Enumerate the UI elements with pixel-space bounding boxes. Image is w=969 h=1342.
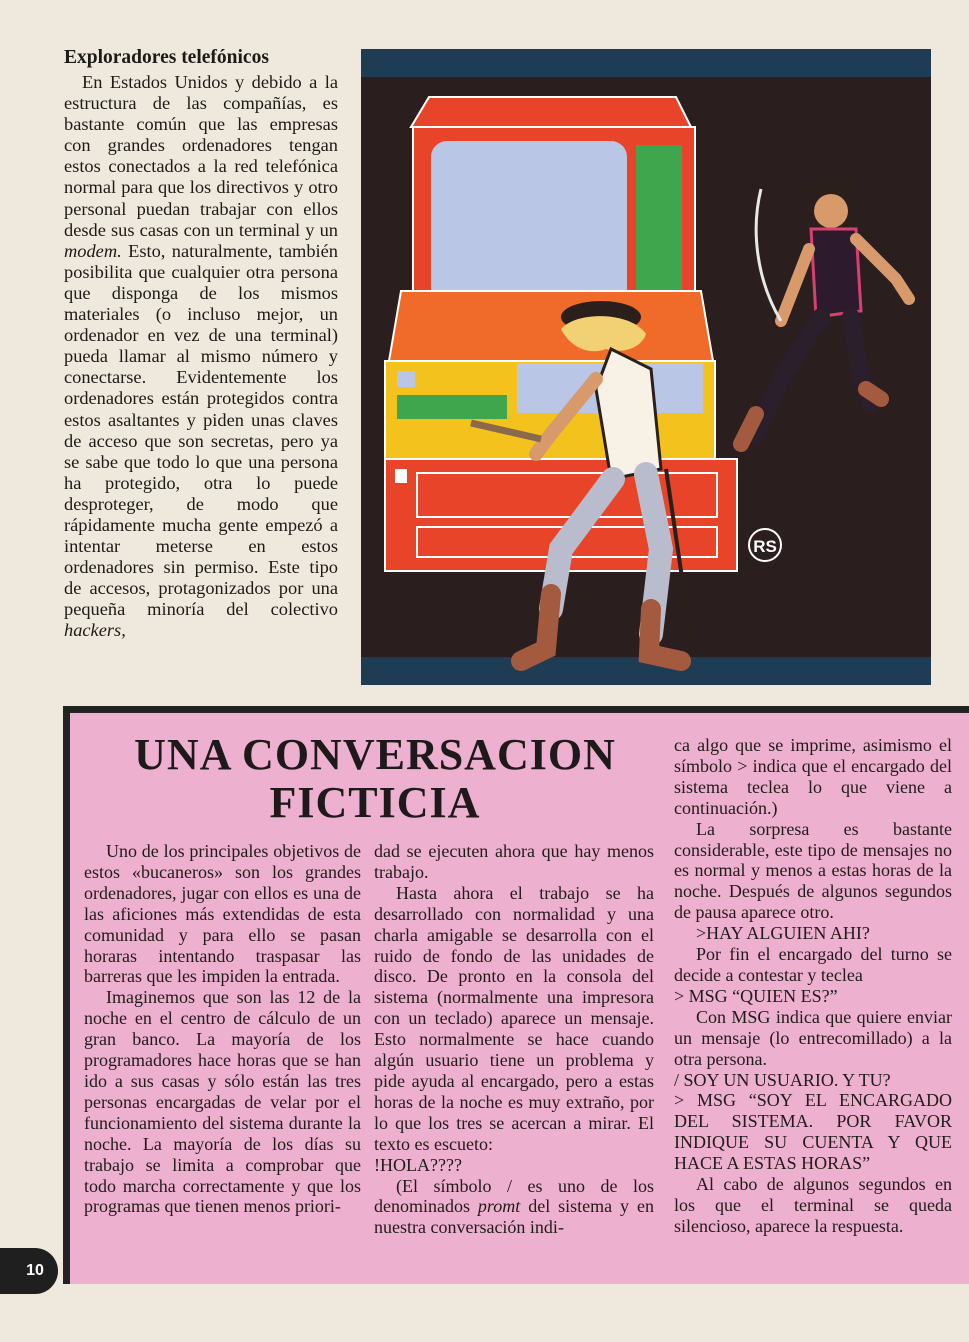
paragraph: Uno de los principales objetivos de estos «bucaneros» son los grandes ordenadores, jugar con ellos es una de las aficiones más extendidas de esta comunidad y para ello se pasan horaras intentando traspasar las barreras que les impiden la entrada. xyxy=(84,841,361,987)
base-slot-1 xyxy=(397,371,415,387)
pirate2-head xyxy=(814,194,848,228)
console-line: > MSG “QUIEN ES?” xyxy=(674,985,838,1006)
pirate2-hat xyxy=(799,177,859,197)
pirate2-arm xyxy=(856,239,909,299)
monitor-side-panel xyxy=(636,145,682,315)
box-title xyxy=(110,731,640,827)
box-title-line1: UNA CONVERSACION xyxy=(134,730,616,779)
paragraph: La sorpresa es bastante considerable, este tipo de mensajes no es normal y menos a estas horas de la noche. Después de algunos segundos de pausa aparece otro. xyxy=(674,818,952,923)
paragraph: Con MSG indica que quiere enviar un mensaje (lo entrecomillado) a la otra persona. xyxy=(674,1006,952,1069)
page-number-tab xyxy=(0,1248,58,1294)
paragraph: dad se ejecuten ahora que hay menos trabajo. xyxy=(374,841,654,882)
box-column-2 xyxy=(374,841,654,1238)
paragraph: Hasta ahora el trabajo se ha desarrollado con normalidad y una charla amigable se desarrolla con el ruido de fondo de las unidades de disco. De pronto en la consola del sistema (normalmente una impresora con un teclado) aparece un mensaje. Esto normalmente se hace cuando algún usuario tiene un problema y pide ayuda al encargado, pero a estas horas de la noche es muy extraño, por lo que los tres se acercan a mirar. El texto es escueto: xyxy=(374,882,654,1154)
article-text-modem: modem. xyxy=(64,240,122,261)
box-title-line2: FICTICIA xyxy=(269,778,481,827)
paragraph: ca algo que se imprime, asimismo el símbolo > indica que el encargado del sistema teclea lo que viene a continuación.) xyxy=(674,735,952,818)
text-span: (El símbolo / es uno de los denominados xyxy=(374,1175,654,1217)
sidebar-box-conversation xyxy=(63,706,969,1284)
box-column-3 xyxy=(674,735,952,1237)
term-promt: promt xyxy=(477,1196,521,1217)
illustration-svg xyxy=(361,49,931,685)
console-line: / SOY UN USUARIO. Y TU? xyxy=(674,1069,891,1090)
monitor-top xyxy=(411,97,691,127)
paragraph: Por fin el encargado del turno se decide a contestar y teclea xyxy=(674,944,952,985)
article-text-b: Esto, naturalmente, también posibilita que cualquier otra persona que disponga de los mismos materiales (o incluso mejor, un ordenador en vez de una terminal) pueda llamar al mismo número y conectarse. Evidentemente los ordenadores están protegidos contra estos asaltantes y piden unas claves de acceso que son secretas, pero ya se sabe que todo lo que una persona ha protegido, otra lo puede desproteger, de modo que rápidamente mucha gente empezó a intentar meterse en estos ordenadores sin permiso. Este tipo de accesos, protagonizados por una pequeña minoría del colectivo xyxy=(64,240,338,620)
page-number: 10 xyxy=(26,1262,44,1279)
article-text-a: En Estados Unidos y debido a la estructura de las compañías, es bastante común que las empresas con grandes ordenadores tengan estos conectados a la red telefónica normal para que los directivos y otro personal puedan trabajar con ellos desde sus casas con un terminal y un xyxy=(64,72,338,240)
article-heading: Exploradores telefónicos xyxy=(64,47,269,68)
box-column-1 xyxy=(84,841,361,1217)
illustration-top-band xyxy=(361,49,931,77)
text-span: del sistema y en nuestra conversación indi- xyxy=(374,1196,654,1238)
paragraph xyxy=(374,1176,654,1239)
pirate-computer-illustration xyxy=(361,49,931,685)
drive-led xyxy=(395,469,407,483)
article-text-hackers: hackers, xyxy=(64,620,126,641)
artist-signature: RS xyxy=(753,537,777,556)
cutlass xyxy=(756,189,781,321)
console-line: !HOLA???? xyxy=(374,1154,462,1175)
paragraph: Imaginemos que son las 12 de la noche en el centro de cálculo de un gran banco. La mayoría de los programadores hace horas que se han ido a sus casas y sólo están las tres personas encargadas de velar por el funcionamiento del sistema durante la noche. La mayoría de los días su trabajo se limita a comprobar que todo marcha correctamente y que los programas que tienen menos priori- xyxy=(84,987,361,1217)
base-slot-2 xyxy=(397,395,507,419)
article-body xyxy=(64,72,338,642)
console-line: > MSG “SOY EL ENCARGADO DEL SISTEMA. POR FAVOR INDIQUE SU CUENTA Y QUE HACE A ESTAS HORAS” xyxy=(674,1090,952,1174)
console-line: >HAY ALGUIEN AHI? xyxy=(696,923,870,944)
top-article xyxy=(64,46,338,642)
pirate2-legs xyxy=(756,317,871,434)
paragraph: Al cabo de algunos segundos en los que el terminal se queda silencioso, aparece la respuesta. xyxy=(674,1174,952,1236)
pirate2-sword-arm xyxy=(781,249,809,321)
pirate-boots xyxy=(521,594,681,661)
keyboard-slab xyxy=(389,291,713,361)
